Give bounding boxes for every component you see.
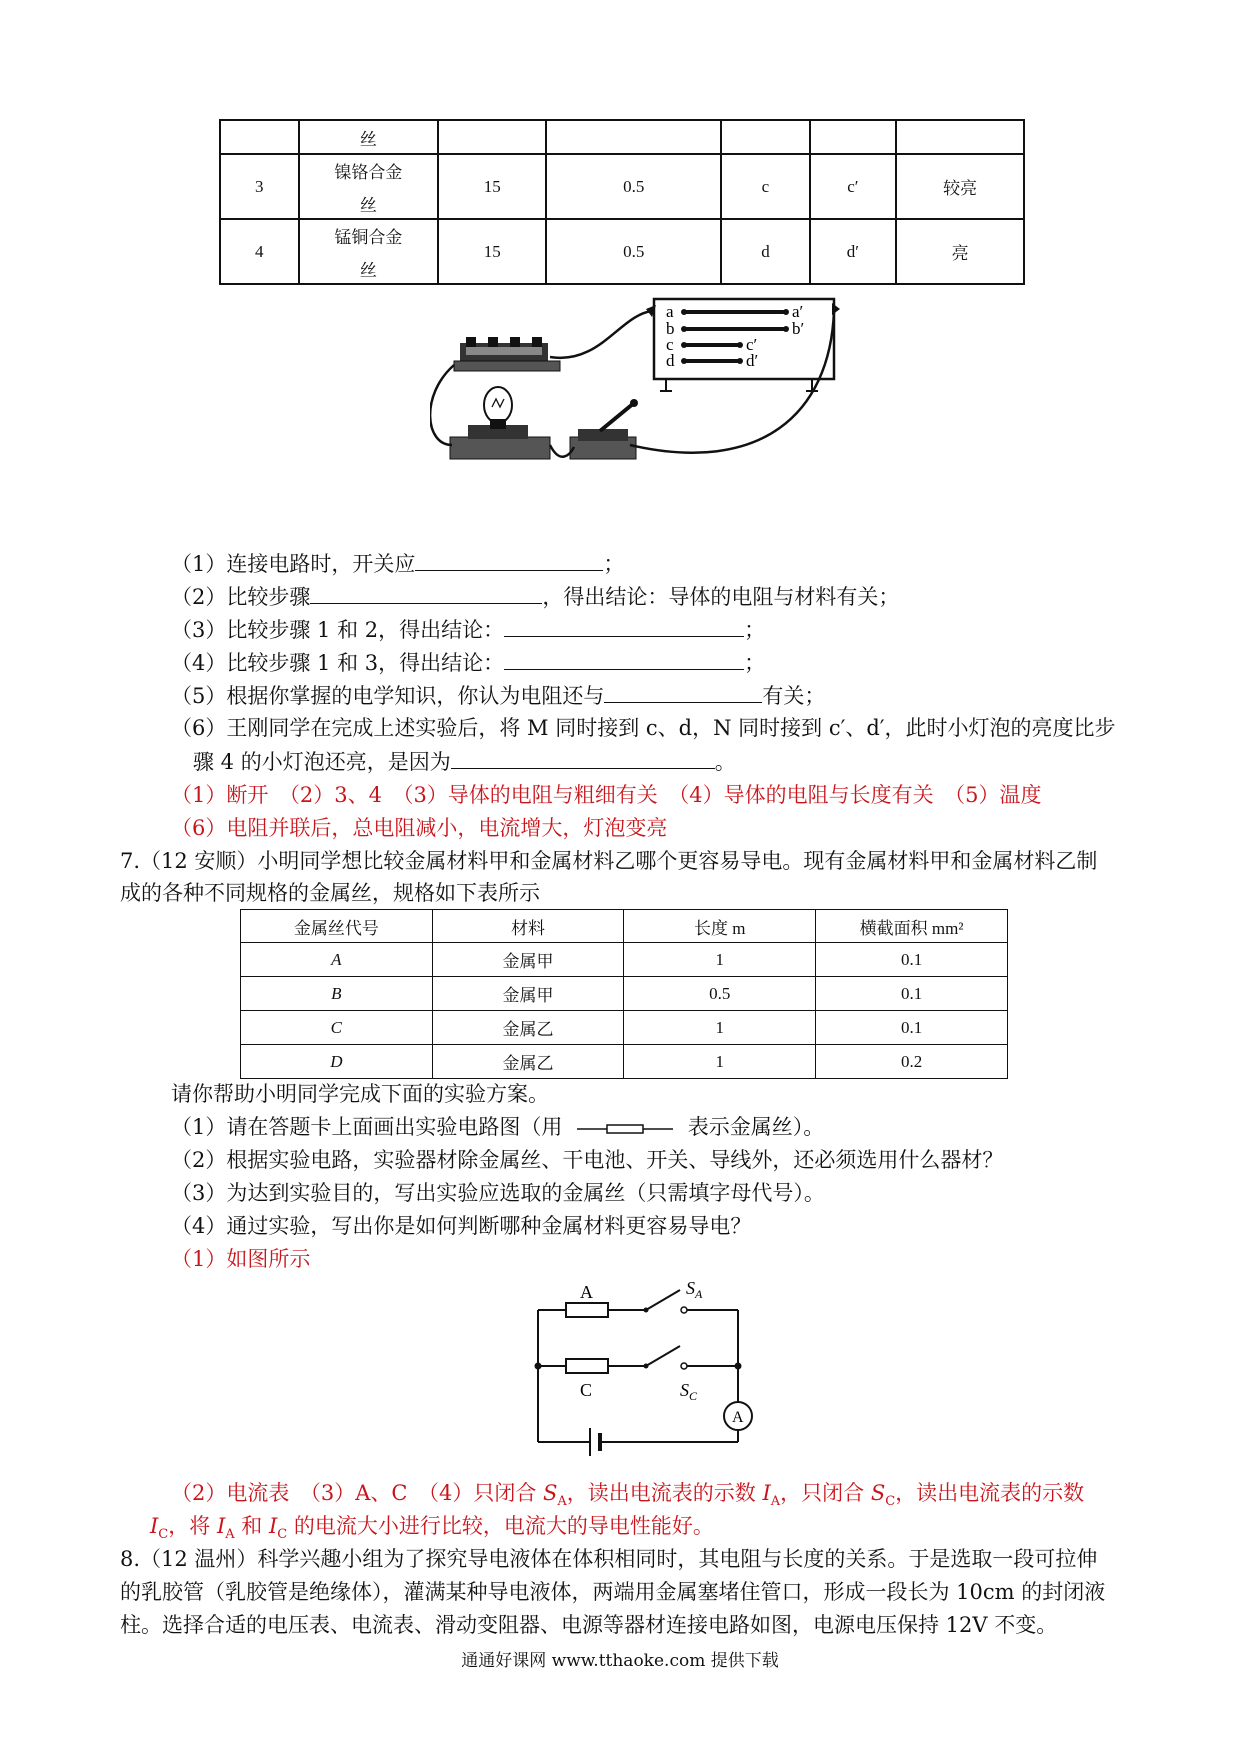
table-header: 金属丝代号 — [241, 910, 433, 943]
table-cell: A — [241, 943, 433, 977]
resistor-label: A — [580, 1282, 593, 1302]
terminal-label: d — [666, 351, 675, 370]
ammeter-label: A — [732, 1409, 744, 1426]
question-stem: 7.（12 安顺）小明同学想比较金属材料甲和金属材料乙哪个更容易导电。现有金属材料甲和金属材料乙制 — [120, 849, 1098, 873]
table-header: 长度 m — [624, 910, 816, 943]
wire-symbol — [577, 1119, 673, 1139]
question-text: （4）比较步骤 1 和 3，得出结论： — [171, 651, 505, 675]
table-cell — [438, 120, 546, 154]
table-cell: 0.1 — [816, 943, 1008, 977]
table-cell: 亮 — [896, 219, 1024, 284]
table-row — [241, 1011, 1008, 1045]
table-cell: 1 — [624, 1011, 816, 1045]
question-text: （1）请在答题卡上面画出实验电路图（用 — [171, 1115, 563, 1139]
table-cell: d′ — [810, 219, 897, 284]
answer-blank[interactable] — [504, 647, 744, 670]
question-text: ； — [744, 618, 766, 642]
question-line — [171, 548, 624, 579]
question-text: 请你帮助小明同学完成下面的实验方案。 — [171, 1082, 549, 1106]
answer-text: （2）电流表 （3）A、C （4）只闭合 $S_A$，读出电流表的示数 $I_A$，只闭合 $S_C$，读出电流表的示数 — [171, 1481, 1085, 1510]
table-cell: 15 — [438, 219, 546, 284]
table-cell — [299, 219, 439, 284]
question-stem: 的乳胶管（乳胶管是绝缘体），灌满某种导电液体，两端用金属塞堵住管口，形成一段长为 10cm 的封闭液 — [120, 1580, 1106, 1604]
question-text: （5）根据你掌握的电学知识，你认为电阻还与 — [171, 684, 605, 708]
table-cell: 金属甲 — [432, 977, 624, 1011]
table-cell: 0.2 — [816, 1045, 1008, 1079]
question-text: （2）比较步骤 — [171, 585, 311, 609]
table-cell: D — [241, 1045, 433, 1079]
table-cell: c′ — [810, 154, 897, 219]
table-cell: 丝 — [299, 120, 439, 154]
answer-blank[interactable] — [504, 614, 744, 637]
question-text: （2）根据实验电路，实验器材除金属丝、干电池、开关、导线外，还必须选用什么器材？ — [171, 1148, 1004, 1172]
question-line — [171, 713, 1116, 743]
table-cell: 0.1 — [816, 1011, 1008, 1045]
question-line — [171, 1112, 824, 1142]
terminal-label: c — [666, 335, 674, 354]
terminal-label: a′ — [792, 302, 804, 321]
table-row — [241, 977, 1008, 1011]
answer-blank[interactable] — [451, 746, 715, 769]
table-row — [220, 219, 1024, 284]
question-text: （3）比较步骤 1 和 2，得出结论： — [171, 618, 505, 642]
question-text: 。 — [714, 750, 736, 774]
table-cell: 0.5 — [624, 977, 816, 1011]
answer-text: （6）电阻并联后，总电阻减小，电流增大，灯泡变亮 — [171, 816, 668, 840]
material-text: 镍铬合金 — [334, 162, 403, 182]
answer-blank[interactable] — [604, 680, 762, 703]
table-cell: c — [721, 154, 809, 219]
question-stem: 8.（12 温州）科学兴趣小组为了探究导电液体在体积相同时，其电阻与长度的关系。于是选取一段可拉伸 — [120, 1547, 1098, 1571]
lamp — [450, 387, 550, 459]
table-cell: 金属乙 — [432, 1011, 624, 1045]
question-text: 表示金属丝）。 — [687, 1115, 825, 1139]
table-cell: 0.1 — [816, 977, 1008, 1011]
table-cell — [810, 120, 897, 154]
table-cell: 1 — [624, 1045, 816, 1079]
table-cell: B — [241, 977, 433, 1011]
table-cell: d — [721, 219, 809, 284]
table-row — [241, 1045, 1008, 1079]
table-cell: 较亮 — [896, 154, 1024, 219]
table-cell: 15 — [438, 154, 546, 219]
question-text: ； — [744, 651, 766, 675]
page-footer: 通通好课网 www.tthaoke.com 提供下载 — [461, 1651, 779, 1671]
table-cell — [299, 154, 439, 219]
switch — [570, 399, 638, 459]
material-text: 丝 — [359, 195, 377, 215]
terminal-label: c′ — [746, 335, 758, 354]
table-cell: 4 — [220, 219, 299, 284]
terminal-label: d′ — [746, 351, 759, 370]
table-cell: 1 — [624, 943, 816, 977]
question-text: （4）通过实验，写出你是如何判断哪种金属材料更容易导电？ — [171, 1214, 752, 1238]
table-cell — [220, 120, 299, 154]
material-text: 丝 — [359, 260, 377, 280]
table-cell: C — [241, 1011, 433, 1045]
question-text: ； — [603, 552, 625, 576]
experiment-apparatus-figure — [430, 295, 860, 525]
circuit-diagram — [520, 1278, 770, 1464]
answer-text: （1）如图所示 — [171, 1247, 311, 1271]
switch-label: $S_C$ — [680, 1380, 698, 1403]
question-line — [171, 647, 765, 678]
question-text: （1）连接电路时，开关应 — [171, 552, 416, 576]
question-text: （3）为达到实验目的，写出实验应选取的金属丝（只需填字母代号）。 — [171, 1181, 825, 1205]
terminal-label: b′ — [792, 319, 805, 338]
question-stem: 柱。选择合适的电压表、电流表、滑动变阻器、电源等器材连接电路如图，电源电压保持 12V 不变。 — [120, 1613, 1058, 1637]
material-text: 锰铜合金 — [334, 227, 403, 247]
table-header-row — [241, 910, 1008, 943]
question-stem: 成的各种不同规格的金属丝，规格如下表所示 — [120, 881, 540, 905]
table-cell: 金属乙 — [432, 1045, 624, 1079]
battery-box — [454, 337, 560, 371]
table-cell: 0.5 — [546, 154, 721, 219]
terminal-label: b — [666, 319, 675, 338]
question-text: 骤 4 的小灯泡还亮，是因为 — [193, 750, 451, 774]
table-row — [220, 154, 1024, 219]
question-line — [193, 746, 736, 777]
answer-text: （1）断开 （2）3、4 （3）导体的电阻与粗细有关 （4）导体的电阻与长度有关 （5）温度 — [171, 783, 1042, 807]
table-cell — [546, 120, 721, 154]
table-cell — [896, 120, 1024, 154]
table-header: 材料 — [432, 910, 624, 943]
question-text: 有关； — [762, 684, 826, 708]
question-line — [171, 614, 765, 645]
switch-label: $S_A$ — [686, 1278, 703, 1301]
table-row — [241, 943, 1008, 977]
question-line — [171, 680, 825, 711]
resistor-label: C — [580, 1380, 593, 1400]
table-header: 横截面积 mm² — [816, 910, 1008, 943]
question-text: （6）王刚同学在完成上述实验后，将 M 同时接到 c、d，N 同时接到 c′、d′，此时小灯泡的亮度比步 — [171, 716, 1116, 740]
question-text: ，得出结论：导体的电阻与材料有关； — [542, 585, 900, 609]
table-cell — [721, 120, 809, 154]
experiment-table-continued — [219, 119, 1025, 285]
terminal-label: a — [666, 302, 674, 321]
table-cell: 3 — [220, 154, 299, 219]
question-line — [171, 581, 899, 612]
answer-blank[interactable] — [415, 548, 603, 571]
wire-spec-table — [240, 909, 1008, 1079]
answer-text: $I_C$，将 $I_A$ 和 $I_C$ 的电流大小进行比较，电流大的导电性能好。 — [150, 1514, 714, 1543]
answer-blank[interactable] — [310, 581, 542, 604]
table-cell: 0.5 — [546, 219, 721, 284]
table-cell: 金属甲 — [432, 943, 624, 977]
